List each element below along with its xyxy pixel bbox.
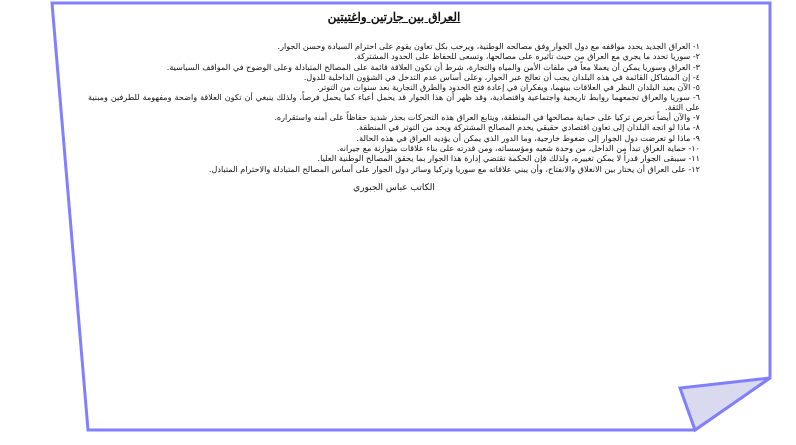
document-paragraph: ١٢- على العراق أن يختار بين الانغلاق والانفتاح، وأن يبني علاقاته مع سوريا وتركيا وسائر دول الجوار على أساس المصالح المتبادلة والاحترام المتبادل. <box>208 163 700 174</box>
document-signature: الكاتب عباس الجبوري <box>353 182 435 193</box>
document-paragraph: ٧- والآن أيضاً تحرص تركيا على حماية مصالحها في المنطقة، ويتابع العراق هذه التحركات بحذر شديد حفاظاً على أمنه واستقراره. <box>274 112 700 123</box>
document-paragraph: ٤- إن المشاكل القائمة في هذه البلدان يجب أن تعالج عبر الحوار، وعلى أساس عدم التدخل في الشؤون الداخلية للدول. <box>303 71 700 82</box>
document-paragraph: ٢- سوريا تحدد ما يجري مع العراق من حيث تأثيره على مصالحها، وتسعى للحفاظ على الحدود المشتركة. <box>354 51 700 62</box>
document-paragraph: ١١- سيبقى الجوار قدراً لا يمكن تغييره، ولذلك فإن الحكمة تقتضي إدارة هذا الجوار بما يحقق المصالح الوطنية العليا. <box>317 153 700 164</box>
document-paragraph: ٩- ماذا لو تعرضت دول الجوار إلى ضغوط خارجية، وما الدور الذي يمكن أن يؤديه العراق في هذه الحالة. <box>356 132 700 143</box>
document-paragraph: ٣- العراق وسوريا يمكن أن يعملا معاً في ملفات الأمن والمياه والتجارة، شرط أن تكون العلاقة قائمة على المصالح المتبادلة وعلى الوضوح في المواقف السياسية. <box>166 61 700 72</box>
document-paragraph: ١- العراق الجديد يحدد مواقفه مع دول الجوار وفق مصالحه الوطنية، ويرحب بكل تعاون يقوم على احترام السيادة وحسن الجوار. <box>277 41 700 51</box>
document-body <box>88 8 700 400</box>
document-paragraph: ٨- ماذا لو اتجه البلدان إلى تعاون اقتصادي حقيقي يخدم المصالح المشتركة ويحد من التوتر في المنطقة. <box>356 122 700 133</box>
document-title: العراق بين جارتين واغتيتين <box>327 10 461 24</box>
document-paragraph: ٦- سوريا والعراق تجمعهما روابط تاريخية واجتماعية واقتصادية، وقد ظهر أن هذا الجوار قد يحمل أعباء كما يحمل فرصاً، ولذلك ينبغي أن تكون العلاقة واضحة ومفهومة للطرفين ومبنية على الثقة. <box>88 92 700 112</box>
document-paragraph: ١٠- حماية العراق تبدأ من الداخل، من وحدة شعبه ومؤسساته، ومن قدرته على بناء علاقات متوازنة مع جيرانه. <box>336 142 700 153</box>
document-items <box>88 42 700 174</box>
document-paragraph: ٥- الآن يعيد البلدان النظر في العلاقات بينهما، ويفكران في إعادة فتح الحدود والطرق التجارية بعد سنوات من التوتر. <box>316 82 700 93</box>
